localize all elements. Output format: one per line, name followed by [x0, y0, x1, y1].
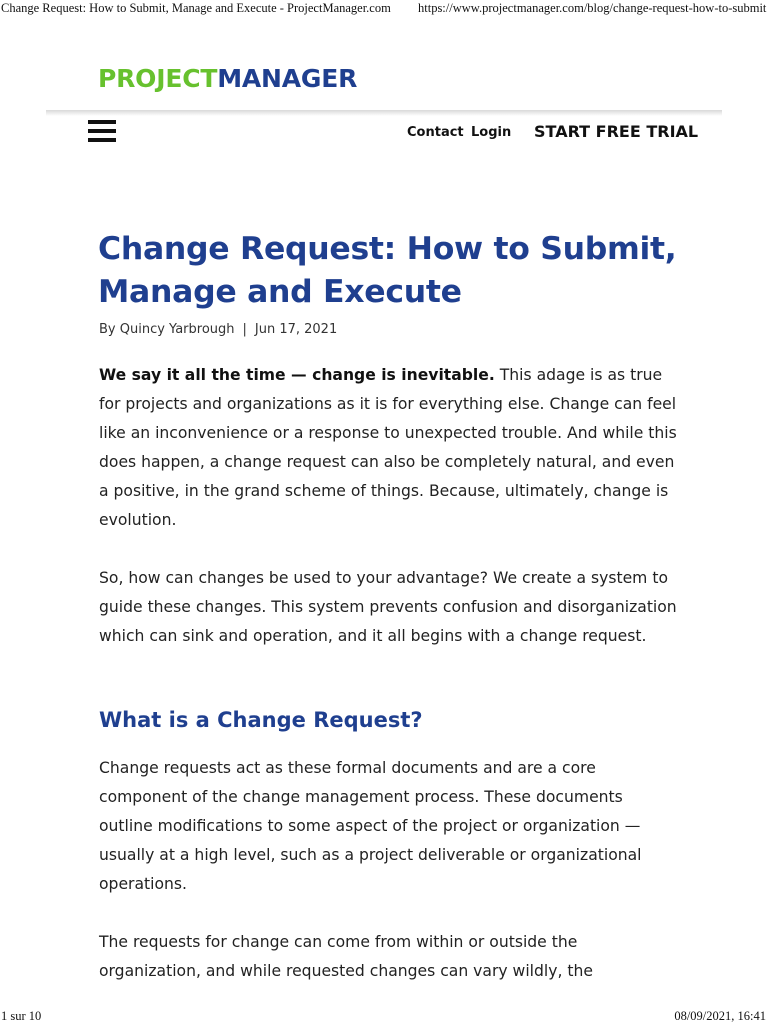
projectmanager-logo[interactable] — [98, 64, 357, 93]
intro-bold: We say it all the time — change is inevitable. — [99, 366, 495, 384]
start-free-trial-button[interactable]: START FREE TRIAL — [534, 122, 699, 141]
print-footer — [0, 1008, 768, 1024]
logo-part-project: PROJECT — [98, 64, 218, 93]
nav-contact-link[interactable]: Contact — [407, 125, 464, 140]
paragraph-3: Change requests act as these formal documents and are a core component of the change management process. These documents outline modifications to some aspect of the project or organization — usually at a high level, such as a project deliverable or organizational operations. — [99, 759, 642, 893]
nav-divider — [46, 110, 722, 116]
hamburger-menu-icon[interactable] — [88, 118, 116, 144]
author-name[interactable]: By Quincy Yarbrough — [99, 322, 235, 337]
print-page-number: 1 sur 10 — [1, 1009, 42, 1023]
byline-separator: | — [242, 322, 247, 337]
byline — [99, 322, 337, 337]
publish-date: Jun 17, 2021 — [254, 322, 338, 337]
intro-text: This adage is as true for projects and organizations as it is for everything else. Change can feel like an inconvenience or a response to unexpected trouble. And while this does happen, a change request can also be completely natural, and even a positive, in the grand scheme of things. Because, ultimately, change is evolution. — [99, 366, 677, 529]
print-header — [0, 0, 768, 18]
paragraph-4: The requests for change can come from within or outside the organization, and while requested changes can vary wildly, the — [99, 933, 593, 980]
nav-login-link[interactable]: Login — [471, 125, 512, 140]
print-url: https://www.projectmanager.com/blog/change-request-how-to-submit — [418, 1, 767, 15]
print-doc-title: Change Request: How to Submit, Manage and Execute - ProjectManager.com — [1, 1, 391, 15]
section-heading: What is a Change Request? — [99, 708, 423, 732]
logo-part-manager: MANAGER — [217, 64, 358, 93]
paragraph-2: So, how can changes be used to your advantage? We create a system to guide these changes. This system prevents confusion and disorganization which can sink and operation, and it all begins with a change request. — [99, 569, 677, 645]
intro-paragraph — [99, 361, 679, 535]
print-datetime: 08/09/2021, 16:41 — [674, 1009, 766, 1023]
article-title: Change Request: How to Submit, Manage and Execute — [98, 231, 677, 310]
